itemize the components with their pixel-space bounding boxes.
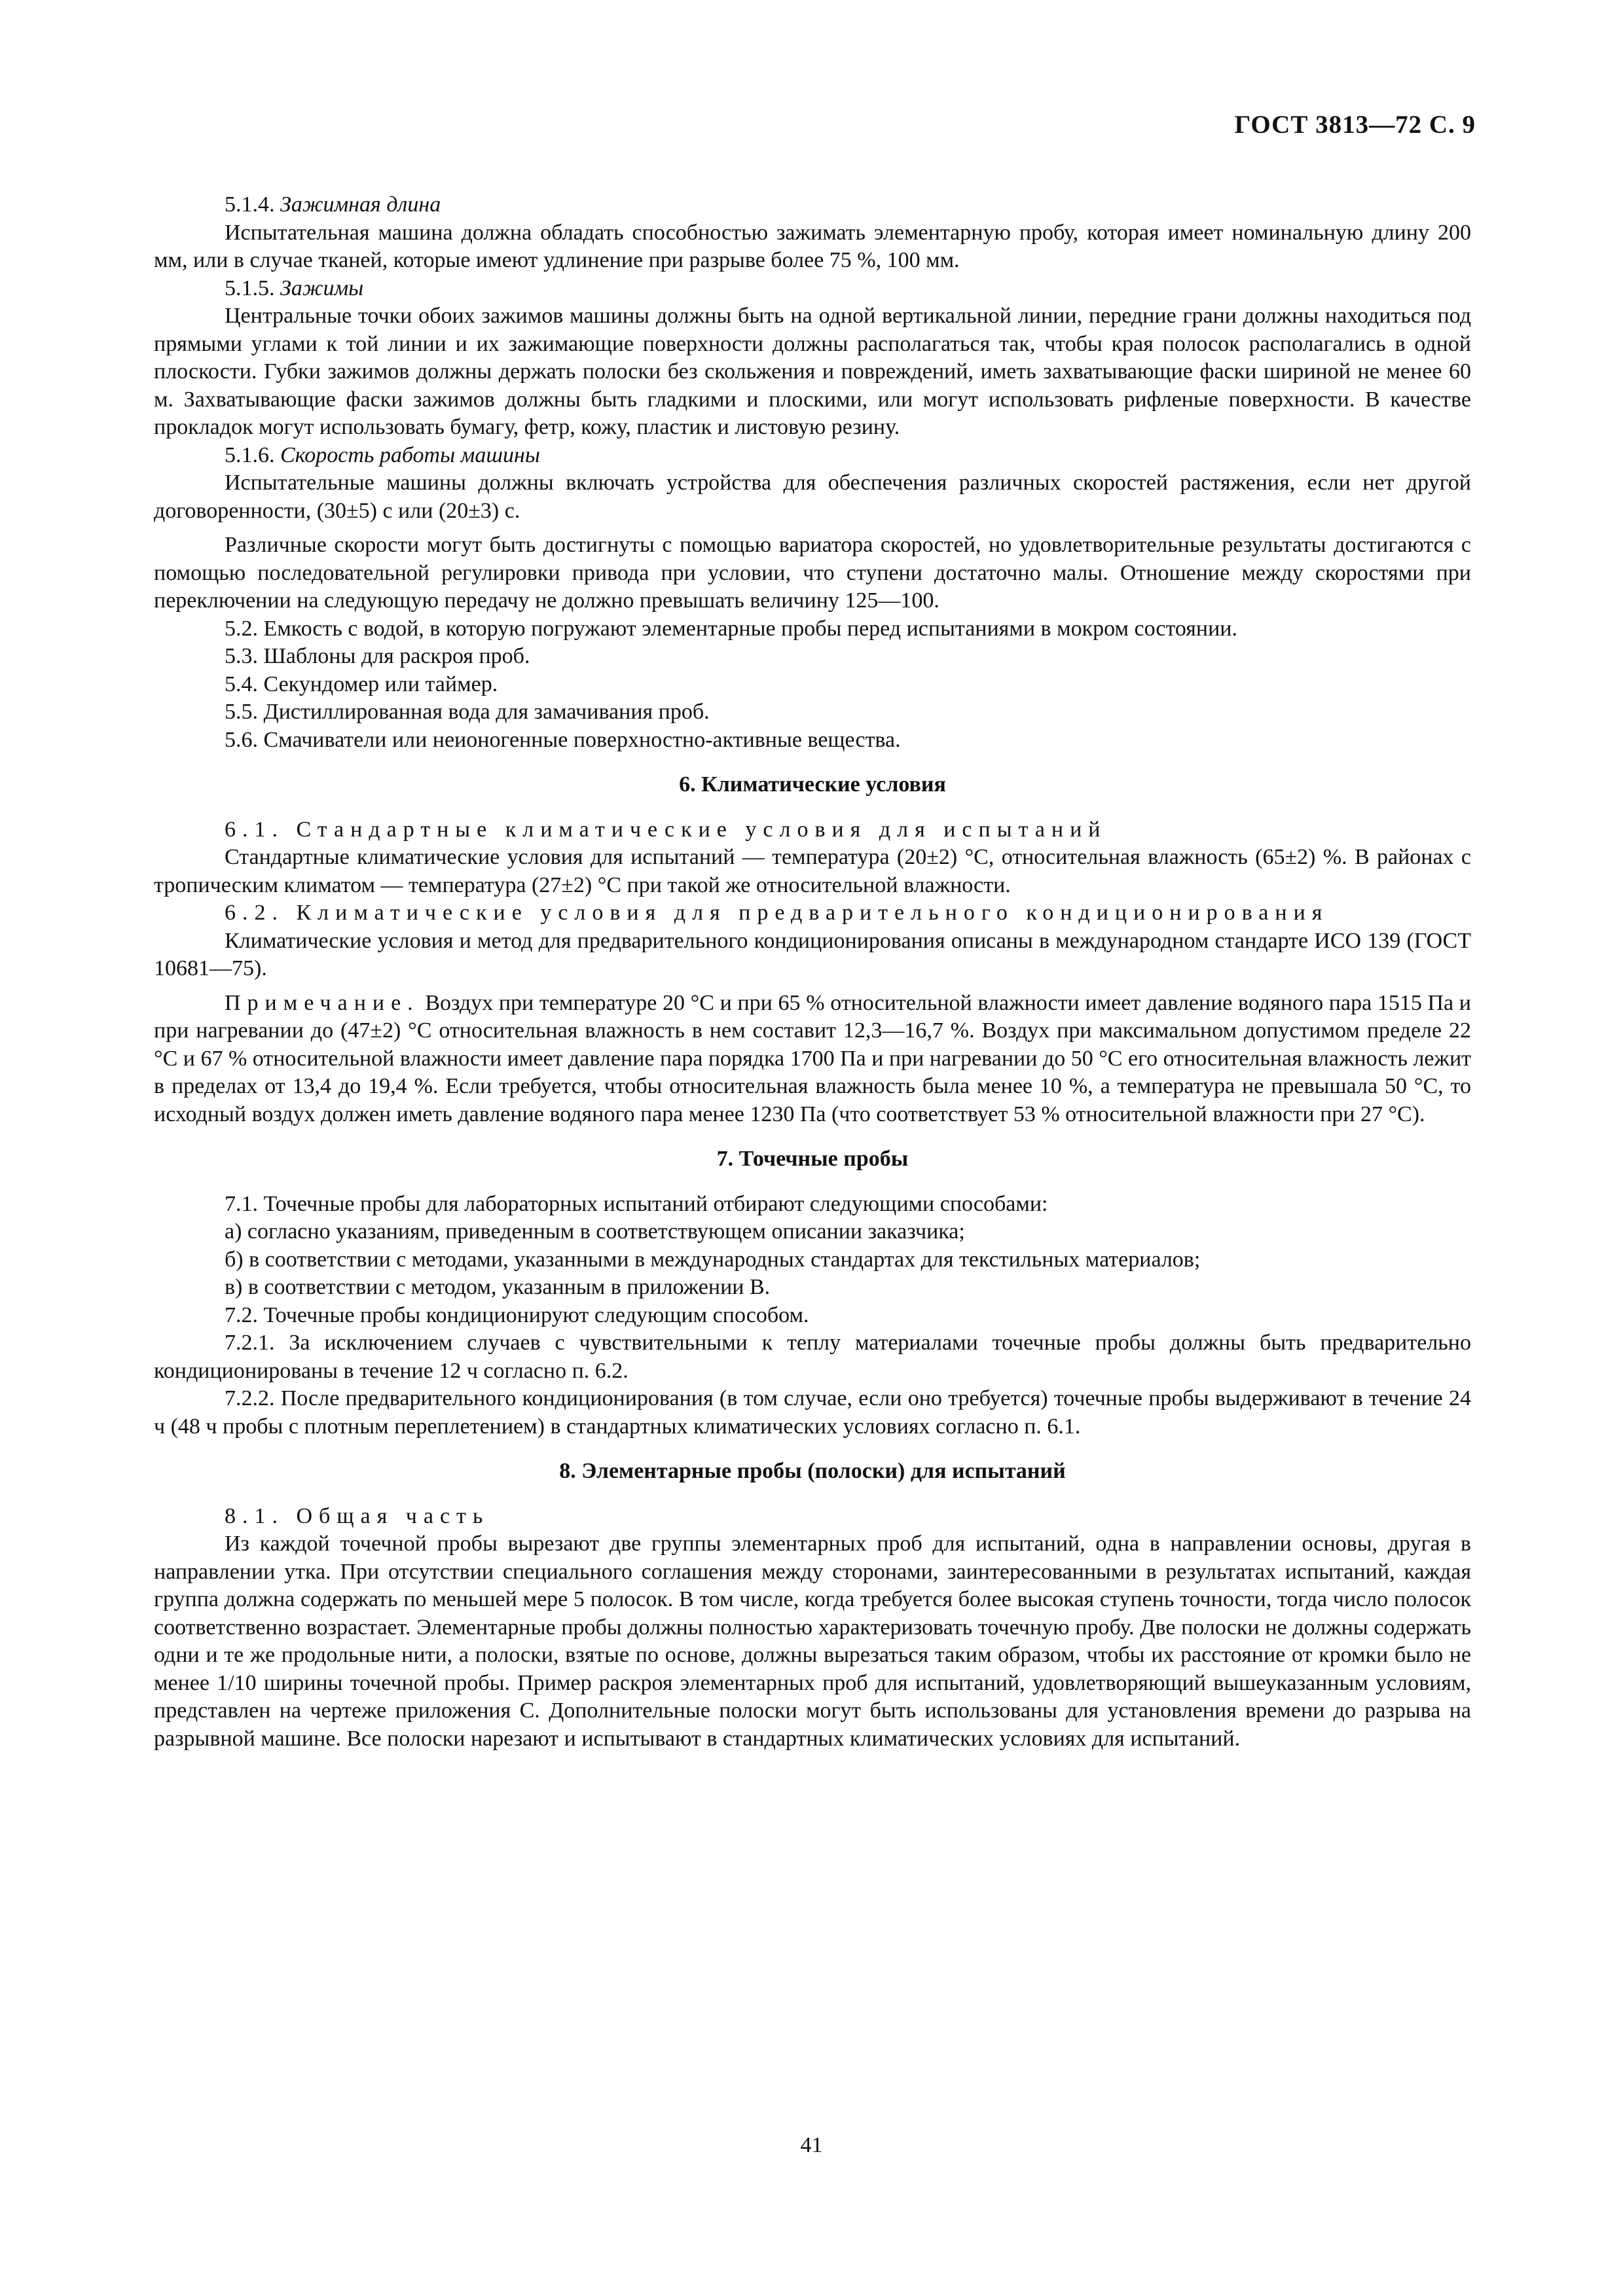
clause-7-2-2: 7.2.2. После предварительного кондиционирования (в том случае, если оно требуется) точечные пробы выдерживают в течение 24 ч (48 ч пробы с плотным переплетением) в стандартных климатических условиях согласно п. 6.1. [154, 1386, 1471, 1439]
clause-title: Зажимы [280, 276, 364, 300]
clause-5-1-6-text-1: Испытательные машины должны включать устройства для обеспечения различных скоростей растяжения, если нет другой договоренности, (30±5) с или (20±3) с. [154, 471, 1471, 523]
section-8-title: 8. Элементарные пробы (полоски) для испытаний [559, 1459, 1066, 1483]
clause-5-2: 5.2. Емкость с водой, в которую погружают элементарные пробы перед испытаниями в мокром состоянии. [225, 616, 1237, 641]
clause-5-5: 5.5. Дистиллированная вода для замачивания проб. [225, 700, 710, 724]
clause-8-1-heading: 8.1. Общая часть [225, 1503, 490, 1528]
clause-5-1-5-text: Центральные точки обоих зажимов машины должны быть на одной вертикальной линии, передние грани должны находиться под прямыми углами к той линии и их зажимающие поверхности должны располагаться так, чтобы края полосок располагались в одной плоскости. Губки зажимов должны держать полоски без скольжения и повреждений, иметь захватывающие фаски шириной не менее 60 м. Захватывающие фаски зажимов должны быть гладкими и плоскими, или могут использовать рифленые поверхности. В качестве прокладок могут использовать бумагу, фетр, кожу, пластик и листовую резину. [154, 304, 1471, 439]
clause-7-2: 7.2. Точечные пробы кондиционируют следующим способом. [225, 1302, 809, 1327]
list-item-c: в) в соответствии с методом, указанным в приложении В. [225, 1275, 771, 1299]
page-number: 41 [800, 2133, 823, 2157]
section-6-title: 6. Климатические условия [679, 772, 946, 797]
clause-5-1-6-heading: 5.1.6. Скорость работы машины [225, 442, 540, 467]
clause-5-1-4-heading: 5.1.4. Зажимная длина [225, 192, 441, 217]
clause-5-6: 5.6. Смачиватели или неионогенные поверхностно-активные вещества. [225, 727, 901, 752]
note-label: Примечание. [225, 990, 420, 1015]
clause-8-1-text: Из каждой точечной пробы вырезают две группы элементарных проб для испытаний, одна в направлении основы, другая в направлении утка. При отсутствии специального соглашения между сторонами, заинтересованными в результатах испытаний, каждая группа должна содержать по меньшей мере 5 полосок. В том числе, когда требуется более высокая ступень точности, тогда число полосок соответственно возрастает. Элементарные пробы должны полностью характеризовать точечную пробу. Две полоски не должны содержать одни и те же продольные нити, а полоски, взятые по основе, должны вырезаться таким образом, чтобы их расстояние от кромки было не менее 1/10 ширины точечной пробы. Пример раскроя элементарных проб для испытаний, удовлетворяющий вышеуказанным условиям, представлен на чертеже приложения С. Дополнительные полоски могут быть использованы для установления времени до разрыва на разрывной машине. Все полоски нарезают и испытывают в стандартных климатических условиях для испытаний. [154, 1532, 1471, 1751]
document-body [154, 191, 1471, 1753]
clause-5-4: 5.4. Секундомер или таймер. [225, 672, 498, 696]
clause-7-1: 7.1. Точечные пробы для лабораторных испытаний отбирают следующими способами: [225, 1191, 1048, 1216]
clause-6-1-heading: 6.1. Стандартные климатические условия для испытаний [225, 817, 1107, 842]
clause-5-1-6-text-2: Различные скорости могут быть достигнуты с помощью вариатора скоростей, но удовлетворительные результаты достигаются с помощью последовательной регулировки привода при условии, что ступени достаточно малы. Отношение между скоростями при переключении на следующую передачу не должно превышать величину 125—100. [154, 533, 1471, 613]
clause-5-1-5-heading: 5.1.5. Зажимы [225, 276, 364, 300]
clause-5-3: 5.3. Шаблоны для раскроя проб. [225, 644, 530, 668]
clause-6-2-heading: 6.2. Климатические условия для предварительного кондиционирования [225, 901, 1329, 925]
page-header: ГОСТ 3813—72 С. 9 [1234, 111, 1476, 139]
section-7-title: 7. Точечные пробы [716, 1147, 909, 1171]
note-text: Воздух при температуре 20 °С и при 65 % относительной влажности имеет давление водяного пара 1515 Па и при нагревании до (47±2) °С относительная влажность в нем составит 12,3—16,7 %. Воздух при максимальном допустимом пределе 22 °С и 67 % относительной влажности имеет давление пара порядка 1700 Па и при нагревании до 50 °С его относительная влажность лежит в пределах от 13,4 до 19,4 %. Если требуется, чтобы относительная влажность была менее 10 %, а температура не превышала 50 °С, то исходный воздух должен иметь давление водяного пара менее 1230 Па (что соответствует 53 % относительной влажности при 27 °С). [154, 990, 1472, 1126]
clause-6-2-text: Климатические условия и метод для предварительного кондиционирования описаны в международном стандарте ИСО 139 (ГОСТ 10681—75). [154, 928, 1471, 980]
clause-title: Зажимная длина [280, 192, 441, 217]
note [154, 990, 1471, 1129]
list-item-a: а) согласно указаниям, приведенным в соответствующем описании заказчика; [225, 1219, 965, 1244]
clause-7-2-1: 7.2.1. За исключением случаев с чувствительными к теплу материалами точечные пробы должны быть предварительно кондиционированы в течение 12 ч согласно п. 6.2. [154, 1331, 1471, 1383]
clause-6-1-text: Стандартные климатические условия для испытаний — температура (20±2) °С, относительная влажность (65±2) %. В районах с тропическим климатом — температура (27±2) °С при такой же относительной влажности. [154, 845, 1471, 897]
clause-title: Скорость работы машины [280, 442, 540, 467]
list-item-b: б) в соответствии с методами, указанными в международных стандартах для текстильных материалов; [225, 1247, 1201, 1272]
clause-5-1-4-text: Испытательная машина должна обладать способностью зажимать элементарную пробу, которая имеет номинальную длину 200 мм, или в случае тканей, которые имеют удлинение при разрыве более 75 %, 100 мм. [154, 220, 1471, 272]
